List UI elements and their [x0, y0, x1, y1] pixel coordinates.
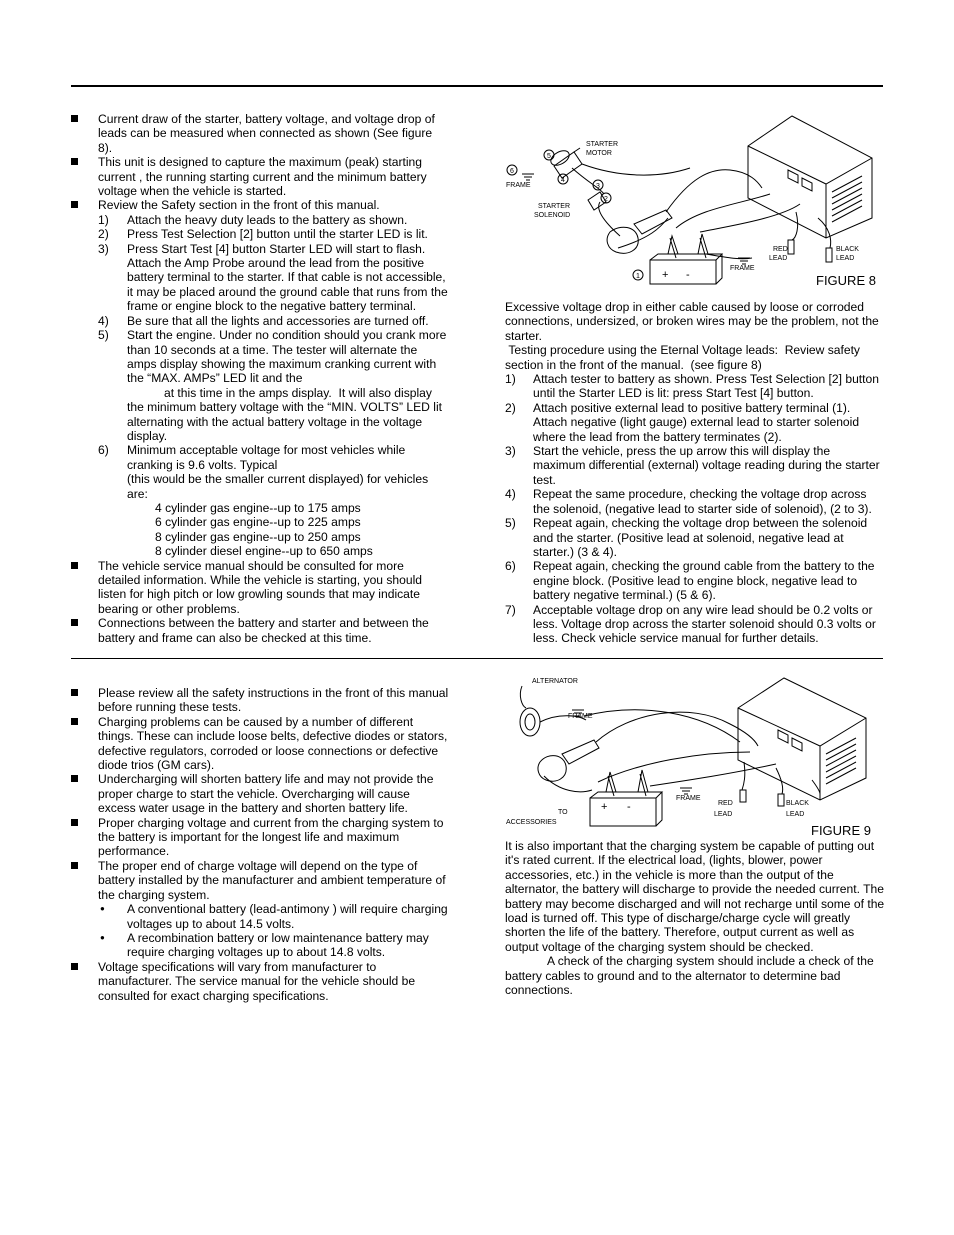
engine-4cyl: 4 cylinder gas engine--up to 175 amps	[155, 500, 361, 515]
engine-6cyl: 6 cylinder gas engine--up to 225 amps	[155, 515, 361, 530]
bullet-connections: Connections between the battery and starter and between the battery and frame can also be checked at this time.	[71, 616, 449, 645]
step-3: 3) Press Start Test [4] button Starter LED will start to flash. Attach the Amp Probe around the lead from the positive battery terminal to the starter. If that cable is not accessible, it may be placed around the ground cable that runs from the frame or engine block to the negative battery terminal.	[98, 241, 448, 314]
red-lead-label-2: LEAD	[769, 255, 788, 262]
step-6-continued: (this would be the smaller current displayed) for vehicles are:	[127, 472, 429, 501]
figure-9-diagram	[500, 672, 884, 830]
bullet-undercharging: Undercharging will shorten battery life and may not provide the proper charge to start the vehicle. Overcharging will cause excess water usage in the battery and shorten battery life.	[71, 772, 449, 815]
red-lead-label-3: RED	[718, 800, 733, 807]
black-lead-label-2: LEAD	[836, 255, 855, 262]
top-rule	[71, 85, 883, 87]
battery-plus: +	[662, 269, 669, 281]
rstep-7: 7) Acceptable voltage drop on any wire lead should be 0.2 volts or less. Voltage drop across the starter solenoid should 0.3 volts or less. Check vehicle service manual for further details.	[505, 602, 876, 646]
middle-rule	[71, 658, 883, 659]
black-lead-label-1: BLACK	[836, 246, 859, 253]
rstep-2: 2) Attach positive external lead to positive battery terminal (1). Attach negative (light gauge) external lead to starter solenoid where the lead from the battery terminates (2).	[505, 400, 860, 444]
to-accessories-label-1: TO	[558, 809, 568, 816]
left-top-column	[71, 112, 449, 645]
frame-label-c: FRAME	[568, 713, 593, 720]
battery-plus-9: +	[601, 801, 608, 813]
figure-8-diagram	[500, 108, 884, 294]
callout-4: 4	[561, 177, 565, 184]
to-accessories-label-2: ACCESSORIES	[506, 819, 557, 826]
bullet-review-safety: Review the Safety section in the front of this manual.	[71, 198, 449, 212]
red-lead-label-1: RED	[773, 246, 788, 253]
battery-minus: -	[686, 269, 690, 281]
figure-9-svg	[500, 672, 884, 830]
frame-label-a: FRAME	[506, 182, 531, 189]
bullet-review-instructions: Please review all the safety instructions in the front of this manual before running these tests.	[71, 686, 449, 715]
starter-solenoid-label-1: STARTER	[538, 203, 571, 210]
charging-check-paragraph: A check of the charging system should include a check of the battery cables to ground and to the alternator to determine bad connections.	[505, 954, 874, 998]
sub-recombination-battery: ● A recombination battery or low maintenance battery may require charging voltages up to about 14.8 volts.	[71, 931, 449, 960]
sub-conventional-battery: ● A conventional battery (lead-antimony ) will require charging voltages up to about 14.5 volts.	[71, 902, 449, 931]
battery-minus-9: -	[627, 801, 631, 813]
black-lead-label-3: BLACK	[786, 800, 809, 807]
callout-6: 6	[510, 168, 514, 175]
callout-1: 1	[636, 273, 640, 280]
frame-label-d: FRAME	[676, 795, 701, 802]
figure-8-svg	[500, 108, 884, 294]
step-6: 6) Minimum acceptable voltage for most vehicles while cranking is 9.6 volts. Typical	[98, 443, 406, 472]
rated-current-paragraph: It is also important that the charging system be capable of putting out it's rated current. If the electrical load, (lights, blower, power accessories, etc.) in the vehicle is more than the output of the alternator, the battery will discharge to provide the needed current. The battery may become discharged and will not recharge until some of the load is turned off. This type of discharge/charge cycle will greatly shorten the life of the battery. Therefore, output current as well as output voltage of the charging system should be checked.	[505, 839, 885, 954]
voltage-drop-intro: Excessive voltage drop in either cable caused by loose or corroded connections, undersized, or broken wires may be the problem, not the starter.	[505, 300, 879, 343]
bullet-current-draw: Current draw of the starter, battery voltage, and voltage drop of leads can be measured when connected as shown (See figure 8).	[71, 112, 449, 155]
bullet-charging-problems: Charging problems can be caused by a number of different things. These can include loose belts, defective diodes or stators, defective regulators, corroded or loose connections or defective diode trios (GM cars).	[71, 715, 449, 773]
bullet-peak-capture: This unit is designed to capture the maximum (peak) starting current , the running starting current and the minimum battery voltage when the vehicle is started.	[71, 155, 449, 198]
alternator-label: ALTERNATOR	[532, 678, 578, 685]
step-5: 5) Start the engine. Under no condition should you crank more than 10 seconds at a time. The tester will alternate the amps display showing the maximum cranking current with the “MAX. AMPs” LED lit and the	[98, 328, 447, 386]
red-lead-label-4: LEAD	[714, 811, 733, 818]
figure-9-label: FIGURE 9	[811, 823, 871, 838]
starter-motor-label-1: STARTER	[586, 141, 619, 148]
step-1: 1) Attach the heavy duty leads to the battery as shown.	[98, 212, 408, 227]
bullet-voltage-specs: Voltage specifications will vary from manufacturer to manufacturer. The service manual for the vehicle should be consulted for exact charging specifications.	[71, 960, 449, 1003]
right-bottom-column	[505, 839, 885, 997]
engine-8cyl-diesel: 8 cylinder diesel engine--up to 650 amps	[155, 544, 373, 559]
left-bottom-column	[71, 686, 449, 1003]
bullet-proper-charging: Proper charging voltage and current from the charging system to the battery is important for the longest life and maximum performance.	[71, 816, 449, 859]
starter-motor-label-2: MOTOR	[586, 150, 612, 157]
callout-2: 2	[604, 196, 608, 203]
bullet-end-of-charge: The proper end of charge voltage will depend on the type of battery installed by the manufacturer and ambient temperature of the charging system.	[71, 859, 449, 902]
figure-8-label: FIGURE 8	[816, 273, 876, 288]
rstep-4: 4) Repeat the same procedure, checking the voltage drop across the solenoid, (negative lead to starter side of solenoid), (2 to 3).	[505, 487, 872, 516]
bullet-service-manual: The vehicle service manual should be consulted for more detailed information. While the vehicle is starting, you should listen for high pitch or low growling sounds that may indicate bearing or other problems.	[71, 559, 449, 617]
step-5-continued: at this time in the amps display. It will also display the minimum battery voltage with the “MIN. VOLTS” LED lit alternating with the actual battery voltage in the voltage display.	[127, 385, 446, 443]
starter-solenoid-label-2: SOLENOID	[534, 212, 571, 219]
step-2: 2) Press Test Selection [2] button until the starter LED is lit.	[98, 227, 428, 242]
callout-3: 3	[596, 183, 600, 190]
external-leads-intro: Testing procedure using the Eternal Voltage leads: Review safety section in the front of the manual. (see figure 8)	[505, 343, 864, 372]
step-4: 4) Be sure that all the lights and accessories are turned off.	[98, 313, 429, 328]
rstep-6: 6) Repeat again, checking the ground cable from the battery to the engine block. (Positive lead to engine block, negative lead to battery negative terminal.) (5 & 6).	[505, 559, 875, 603]
right-top-column	[505, 300, 885, 646]
rstep-1: 1) Attach tester to battery as shown. Press Test Selection [2] button until the Starter LED is lit: press Start Test [4] button.	[505, 372, 879, 401]
engine-8cyl: 8 cylinder gas engine--up to 250 amps	[155, 529, 361, 544]
frame-label-b: FRAME	[730, 265, 755, 272]
callout-5: 5	[547, 153, 551, 160]
rstep-5: 5) Repeat again, checking the voltage drop between the solenoid and the starter. (Positive lead at solenoid, negative lead at starter.) (3 & 4).	[505, 516, 868, 559]
black-lead-label-4: LEAD	[786, 811, 805, 818]
rstep-3: 3) Start the vehicle, press the up arrow this will display the maximum differential (external) voltage reading during the starter test.	[505, 444, 880, 487]
